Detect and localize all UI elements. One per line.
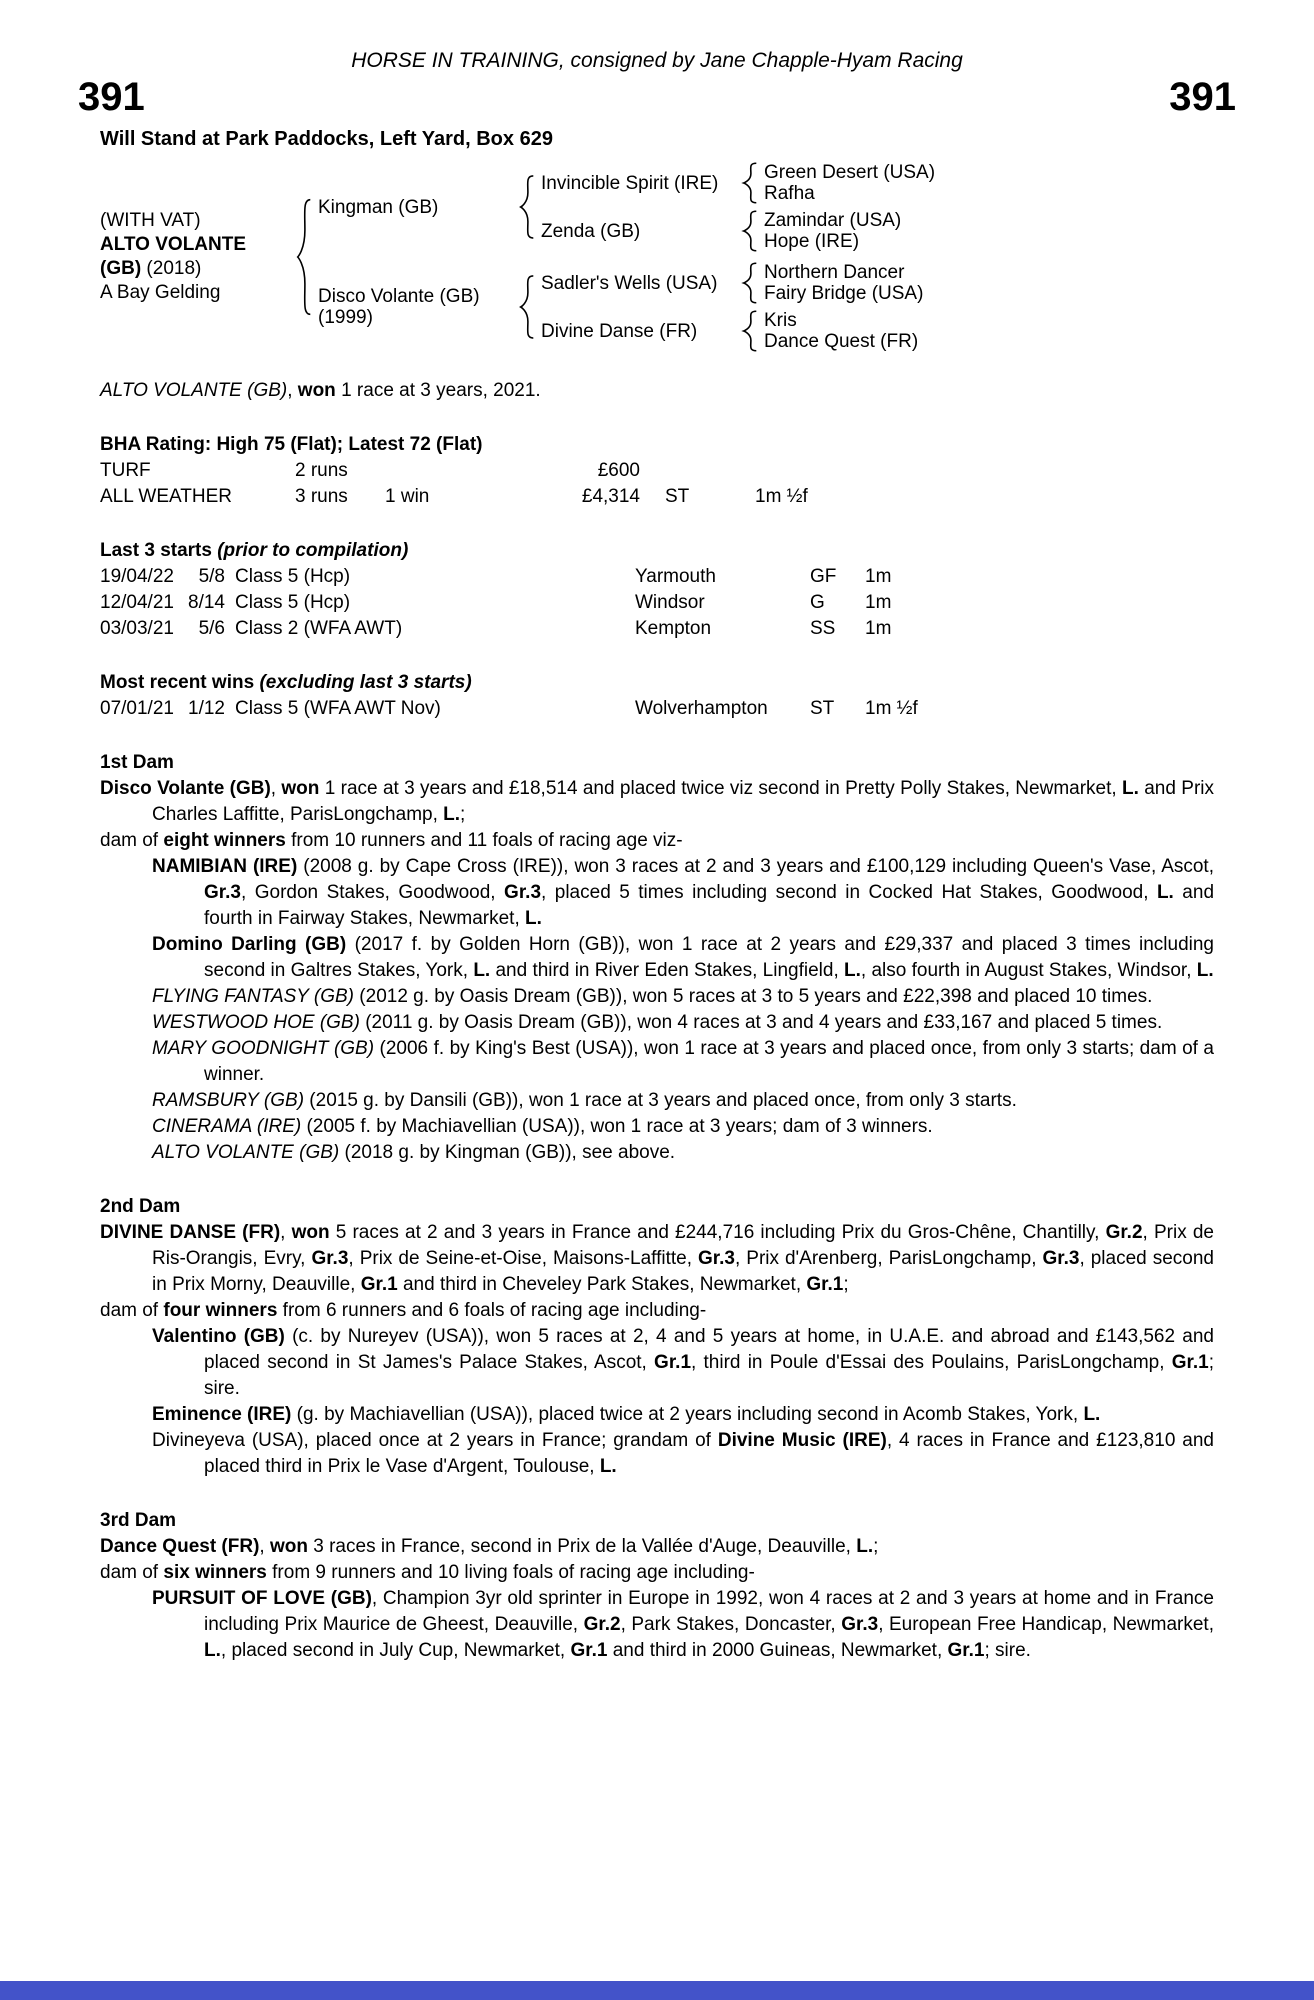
start-going: GF xyxy=(810,566,837,587)
stats-surface: TURF xyxy=(100,460,151,481)
dam-produce-summary: dam of eight winners from 10 runners and 11 foals of racing age viz- xyxy=(100,830,683,851)
dam-branch xyxy=(318,262,935,352)
pedigree-table xyxy=(100,162,1214,352)
start-date: 19/04/22 xyxy=(100,566,174,587)
brace-icon xyxy=(741,210,759,252)
recent-wins-heading: Most recent wins (excluding last 3 starts) xyxy=(100,672,472,693)
horse-name: ALTO VOLANTE xyxy=(100,234,247,255)
brace-icon xyxy=(295,196,313,318)
dam-produce-summary: dam of six winners from 9 runners and 10 living foals of racing age including- xyxy=(100,1562,755,1583)
ancestor-name: Hope (IRE) xyxy=(764,231,860,252)
progeny-entry: CINERAMA (IRE) (2005 f. by Machiavellian (USA)), won 1 race at 3 years; dam of 3 winners. xyxy=(152,1116,933,1137)
bha-rating-heading: BHA Rating: High 75 (Flat); Latest 72 (Flat) xyxy=(100,434,483,455)
stats-money: £600 xyxy=(597,460,640,481)
vat-note: (WITH VAT) xyxy=(100,210,201,231)
start-row xyxy=(100,616,1214,642)
footer-bar xyxy=(0,1981,1314,2000)
start-date: 12/04/21 xyxy=(100,592,174,613)
granddam-branch xyxy=(541,210,935,252)
stats-distance: 1m ½f xyxy=(755,486,808,507)
progeny-entry: MARY GOODNIGHT (GB) (2006 f. by King's Best (USA)), won 1 race at 3 years and placed once, from only 3 starts; dam of a winner. xyxy=(152,1038,1214,1085)
stats-wins: 1 win xyxy=(385,486,430,507)
brace-icon xyxy=(741,310,759,352)
progeny-entry: NAMIBIAN (IRE) (2008 g. by Cape Cross (IRE)), won 3 races at 2 and 3 years and £100,129 including Queen's Vase, Ascot, Gr.3, Gordon Stakes, Goodwood, Gr.3, placed 5 times including second in Cocked Hat Stakes, Goodwood, L. and fourth in Fairway Stakes, Newmarket, L. xyxy=(152,856,1215,929)
progeny-entry: WESTWOOD HOE (GB) (2011 g. by Oasis Dream (GB)), won 4 races at 3 and 4 years and £33,167 and placed 5 times. xyxy=(152,1012,1163,1033)
start-course: Kempton xyxy=(635,618,712,639)
start-position: 5/6 xyxy=(198,618,225,639)
dam-record: DIVINE DANSE (FR), won 5 races at 2 and 3 years in France and £244,716 including Prix du Gros-Chêne, Chantilly, Gr.2, Prix de Ris-Orangis, Evry, Gr.3, Prix de Seine-et-Oise, Maisons-Laffitte, Gr.3, Prix d'Arenberg, ParisLongchamp, Gr.3, placed second in Prix Morny, Deauville, Gr.1 and third in Cheveley Park Stakes, Newmarket, Gr.1; xyxy=(100,1222,1214,1295)
start-class: Class 5 (Hcp) xyxy=(235,566,351,587)
stats-surface: ALL WEATHER xyxy=(100,486,232,507)
start-distance: 1m xyxy=(865,618,892,639)
lot-number-row xyxy=(78,76,1236,118)
stats-distance xyxy=(755,458,1214,484)
grandsire-name: Sadler's Wells (USA) xyxy=(541,272,718,294)
stats-runs: 3 runs xyxy=(295,486,348,507)
grandsire-branch xyxy=(541,162,935,204)
start-distance: 1m xyxy=(865,592,892,613)
win-row xyxy=(100,696,1214,722)
ancestor-name: Zamindar (USA) xyxy=(764,210,902,231)
great-grandparents xyxy=(764,210,901,252)
start-going: SS xyxy=(810,618,836,639)
stats-row-turf xyxy=(100,458,1214,484)
horse-suffix: (GB) (2018) xyxy=(100,258,202,279)
start-position: 8/14 xyxy=(188,592,225,613)
progeny-entry: Valentino (GB) (c. by Nureyev (USA)), won 5 races at 2, 4 and 5 years at home, in U.A.E. and abroad and £143,562 and placed second in St James's Palace Stakes, Ascot, Gr.1, third in Poule d'Essai des Poulains, ParisLongchamp, Gr.1; sire. xyxy=(152,1326,1214,1399)
ancestor-name: Northern Dancer xyxy=(764,262,905,283)
grandsire-name: Invincible Spirit (IRE) xyxy=(541,172,719,194)
start-row xyxy=(100,564,1214,590)
win-going: ST xyxy=(810,698,835,719)
sire-name: Kingman (GB) xyxy=(318,196,439,218)
ancestor-name: Fairy Bridge (USA) xyxy=(764,283,924,304)
sire-parents xyxy=(541,162,935,252)
dam-parents xyxy=(541,262,923,352)
start-course: Yarmouth xyxy=(635,566,716,587)
horse-info xyxy=(100,209,295,305)
brace-icon xyxy=(741,162,759,204)
win-distance: 1m ½f xyxy=(865,698,918,719)
granddam-name: Divine Danse (FR) xyxy=(541,320,698,342)
progeny-entry: Domino Darling (GB) (2017 f. by Golden Horn (GB)), won 1 race at 2 years and £29,337 and placed 3 times including second in Galtres Stakes, York, L. and third in River Eden Stakes, Lingfield, L., also fourth in August Stakes, Windsor, L. xyxy=(152,934,1214,981)
horse-description: A Bay Gelding xyxy=(100,282,221,303)
progeny-entry: RAMSBURY (GB) (2015 g. by Dansili (GB)), won 1 race at 3 years and placed once, from only 3 starts. xyxy=(152,1090,1017,1111)
granddam-name: Zenda (GB) xyxy=(541,220,641,242)
start-class: Class 2 (WFA AWT) xyxy=(235,618,403,639)
sire-branch xyxy=(318,162,935,252)
brace-icon xyxy=(741,262,759,304)
ancestor-name: Kris xyxy=(764,310,797,331)
stats-going: ST xyxy=(665,486,690,507)
start-distance: 1m xyxy=(865,566,892,587)
progeny-entry: FLYING FANTASY (GB) (2012 g. by Oasis Dream (GB)), won 5 races at 3 to 5 years and £22,398 and placed 10 times. xyxy=(152,986,1153,1007)
stats-row-all-weather xyxy=(100,484,1214,510)
stats-wins xyxy=(385,458,505,484)
ancestor-name: Dance Quest (FR) xyxy=(764,331,919,352)
brace-icon xyxy=(518,174,536,240)
stats-money: £4,314 xyxy=(581,486,640,507)
third-dam-heading: 3rd Dam xyxy=(100,1510,177,1531)
great-grandparents xyxy=(764,310,918,352)
dam-produce-summary: dam of four winners from 6 runners and 6 foals of racing age including- xyxy=(100,1300,707,1321)
race-summary: ALTO VOLANTE (GB), won 1 race at 3 years, 2021. xyxy=(100,380,541,401)
pedigree-generations xyxy=(318,162,935,352)
lot-number-right: 391 xyxy=(1169,75,1236,119)
second-dam-heading: 2nd Dam xyxy=(100,1196,181,1217)
start-position: 5/8 xyxy=(198,566,225,587)
ancestor-name: Green Desert (USA) xyxy=(764,162,936,183)
great-grandparents xyxy=(764,262,923,304)
granddam-branch xyxy=(541,310,923,352)
dam-record: Dance Quest (FR), won 3 races in France, second in Prix de la Vallée d'Auge, Deauville, L.; xyxy=(100,1536,879,1557)
dam-record: Disco Volante (GB), won 1 race at 3 years and £18,514 and placed twice viz second in Pretty Polly Stakes, Newmarket, L. and Prix Charles Laffitte, ParisLongchamp, L.; xyxy=(100,778,1214,825)
stats-going xyxy=(640,458,755,484)
win-class: Class 5 (WFA AWT Nov) xyxy=(235,698,441,719)
lot-number-left: 391 xyxy=(78,75,145,119)
consignment-line: HORSE IN TRAINING, consigned by Jane Chapple-Hyam Racing xyxy=(351,49,963,72)
great-grandparents xyxy=(764,162,935,204)
win-course: Wolverhampton xyxy=(635,698,768,719)
start-course: Windsor xyxy=(635,592,705,613)
start-date: 03/03/21 xyxy=(100,618,174,639)
last-3-starts-heading: Last 3 starts (prior to compilation) xyxy=(100,540,409,561)
progeny-entry: PURSUIT OF LOVE (GB), Champion 3yr old sprinter in Europe in 1992, won 4 races at 2 and 3 years at home and in France including Prix Maurice de Gheest, Deauville, Gr.2, Park Stakes, Doncaster, Gr.3, European Free Handicap, Newmarket, L., placed second in July Cup, Newmarket, Gr.1 and third in 2000 Guineas, Newmarket, Gr.1; sire. xyxy=(152,1588,1214,1661)
stand-location: Will Stand at Park Paddocks, Left Yard, Box 629 xyxy=(100,128,553,150)
dam-name: Disco Volante (GB) (1999) xyxy=(318,286,480,328)
win-date: 07/01/21 xyxy=(100,698,174,719)
grandsire-branch xyxy=(541,262,923,304)
ancestor-name: Rafha xyxy=(764,183,815,204)
progeny-entry: ALTO VOLANTE (GB) (2018 g. by Kingman (GB)), see above. xyxy=(152,1142,676,1163)
start-class: Class 5 (Hcp) xyxy=(235,592,351,613)
progeny-entry: Eminence (IRE) (g. by Machiavellian (USA)), placed twice at 2 years including second in Acomb Stakes, York, L. xyxy=(152,1404,1101,1425)
progeny-entry: Divineyeva (USA), placed once at 2 years in France; grandam of Divine Music (IRE), 4 races in France and £123,810 and placed third in Prix le Vase d'Argent, Toulouse, L. xyxy=(152,1430,1214,1477)
win-position: 1/12 xyxy=(188,698,225,719)
first-dam-heading: 1st Dam xyxy=(100,752,174,773)
start-going: G xyxy=(810,592,825,613)
brace-icon xyxy=(518,274,536,340)
start-row xyxy=(100,590,1214,616)
stats-runs: 2 runs xyxy=(295,460,348,481)
